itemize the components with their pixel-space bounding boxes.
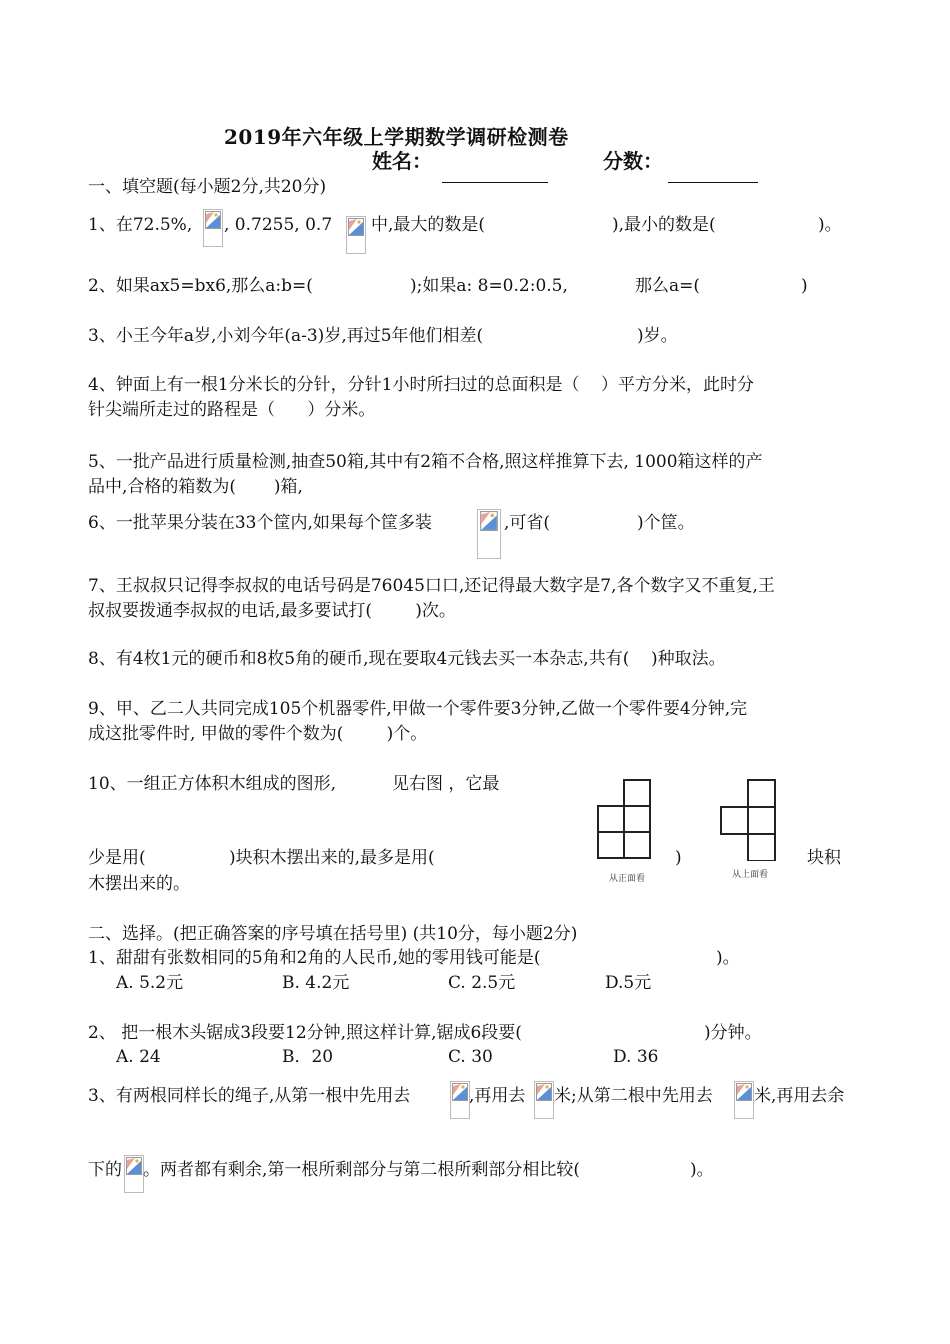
broken-image-icon — [346, 216, 366, 254]
s1-q2-part-c: 那么a=( — [635, 276, 701, 296]
s1-q10-part-e: ) — [675, 848, 682, 868]
s2-q3-part-d: 米,再用去余 — [754, 1086, 845, 1106]
s2-q2-option-c: C. 30 — [448, 1047, 493, 1067]
broken-image-icon — [124, 1155, 144, 1193]
s1-q6-part-b: ,可省( — [504, 513, 551, 533]
broken-image-icon — [477, 509, 501, 559]
s2-q2-option-b: B．20 — [282, 1047, 334, 1067]
s1-q2-part-a: 2、如果ax5=bx6,那么a:b=( — [88, 276, 313, 296]
s1-q1-part-e: )。 — [818, 215, 842, 235]
s1-q3-part-b: )岁。 — [637, 326, 678, 346]
s1-q10-part-b: 见右图 ，它最 — [392, 774, 500, 794]
top-view-figure — [719, 779, 801, 861]
s1-q1-part-d: ),最小的数是( — [612, 215, 716, 235]
s1-q5-line1: 5、一批产品进行质量检测,抽查50箱,其中有2箱不合格,照这样推算下去, 1000箱这样的产 — [88, 452, 763, 472]
s2-q3-part-e: 下的 — [88, 1160, 122, 1180]
front-view-caption: 从正面看 — [609, 874, 646, 884]
page-title: 2019年六年级上学期数学调研检测卷 — [224, 125, 569, 149]
s2-q3-part-a: 3、有两根同样长的绳子,从第一根中先用去 — [88, 1086, 411, 1106]
s1-q8: 8、有4枚1元的硬币和8枚5角的硬币,现在要取4元钱去买一本杂志,共有( )种取法。 — [88, 649, 726, 669]
s1-q9-line2: 成这批零件时, 甲做的零件个数为( )个。 — [88, 724, 428, 744]
s2-q2-option-a: A. 24 — [116, 1047, 161, 1067]
section1-heading: 一、填空题(每小题2分,共20分) — [88, 177, 327, 197]
broken-image-icon — [734, 1081, 754, 1119]
front-view-figure — [596, 779, 678, 861]
s1-q10-part-d: )块积木摆出来的,最多是用( — [229, 848, 435, 868]
s2-q1-end: )。 — [716, 948, 740, 968]
s2-q1-text: 1、甜甜有张数相同的5角和2角的人民币,她的零用钱可能是( — [88, 948, 541, 968]
s2-q1-option-b: B. 4.2元 — [282, 973, 350, 993]
s1-q10-part-f: 块积 — [807, 848, 841, 868]
s1-q4-line1: 4、钟面上有一根1分米长的分针，分针1小时所扫过的总面积是（ ）平方分米，此时分 — [88, 375, 755, 395]
s2-q1-option-c: C. 2.5元 — [448, 973, 516, 993]
s2-q3-part-b: ,再用去 — [469, 1086, 526, 1106]
s1-q1-part-a: 1、在72.5%, — [88, 215, 193, 235]
s2-q2-end: )分钟。 — [704, 1023, 762, 1043]
name-underline — [442, 182, 548, 183]
s2-q3-part-f: 。两者都有剩余,第一根所剩部分与第二根所剩部分相比较( — [143, 1160, 581, 1180]
score-label: 分数： — [603, 149, 663, 173]
s2-q3-part-c: 米;从第二根中先用去 — [554, 1086, 713, 1106]
score-underline — [668, 182, 758, 183]
s1-q7-line1: 7、王叔叔只记得李叔叔的电话号码是76045口口,还记得最大数字是7,各个数字又不重复,王 — [88, 576, 775, 596]
s2-q1-option-a: A. 5.2元 — [116, 973, 184, 993]
s1-q7-line2: 叔叔要拨通李叔叔的电话,最多要试打( )次。 — [88, 601, 456, 621]
s1-q5-line2: 品中,合格的箱数为( )箱, — [88, 477, 303, 497]
broken-image-icon — [450, 1081, 470, 1119]
top-view-caption: 从上面看 — [732, 870, 769, 880]
s1-q4-line2: 针尖端所走过的路程是（ ）分米。 — [88, 400, 376, 420]
s2-q3-part-g: )。 — [690, 1160, 714, 1180]
section2-heading: 二、选择。(把正确答案的序号填在括号里) (共10分，每小题2分) — [88, 924, 578, 944]
s1-q10-part-c: 少是用( — [88, 848, 146, 868]
s1-q6-part-c: )个筐。 — [637, 513, 695, 533]
s1-q10-part-g: 木摆出来的。 — [88, 874, 190, 894]
s1-q2-part-d: ) — [801, 276, 808, 296]
s1-q10-part-a: 10、一组正方体积木组成的图形, — [88, 774, 337, 794]
s1-q1-part-b: , 0.7255, 0.7 — [224, 215, 333, 235]
s1-q2-part-b: );如果a: 8=0.2:0.5, — [410, 276, 568, 296]
s1-q1-part-c: 中,最大的数是( — [371, 215, 486, 235]
s2-q2-text: 2、 把一根木头锯成3段要12分钟,照这样计算,锯成6段要( — [88, 1023, 522, 1043]
s2-q2-option-d: D. 36 — [613, 1047, 659, 1067]
s1-q9-line1: 9、甲、乙二人共同完成105个机器零件,甲做一个零件要3分钟,乙做一个零件要4分钟,完 — [88, 699, 748, 719]
name-label: 姓名： — [372, 149, 432, 173]
s2-q1-option-d: D.5元 — [605, 973, 652, 993]
s1-q3-part-a: 3、小王今年a岁,小刘今年(a-3)岁,再过5年他们相差( — [88, 326, 484, 346]
broken-image-icon — [534, 1081, 554, 1119]
broken-image-icon — [203, 209, 223, 247]
s1-q6-part-a: 6、一批苹果分装在33个筐内,如果每个筐多装 — [88, 513, 432, 533]
